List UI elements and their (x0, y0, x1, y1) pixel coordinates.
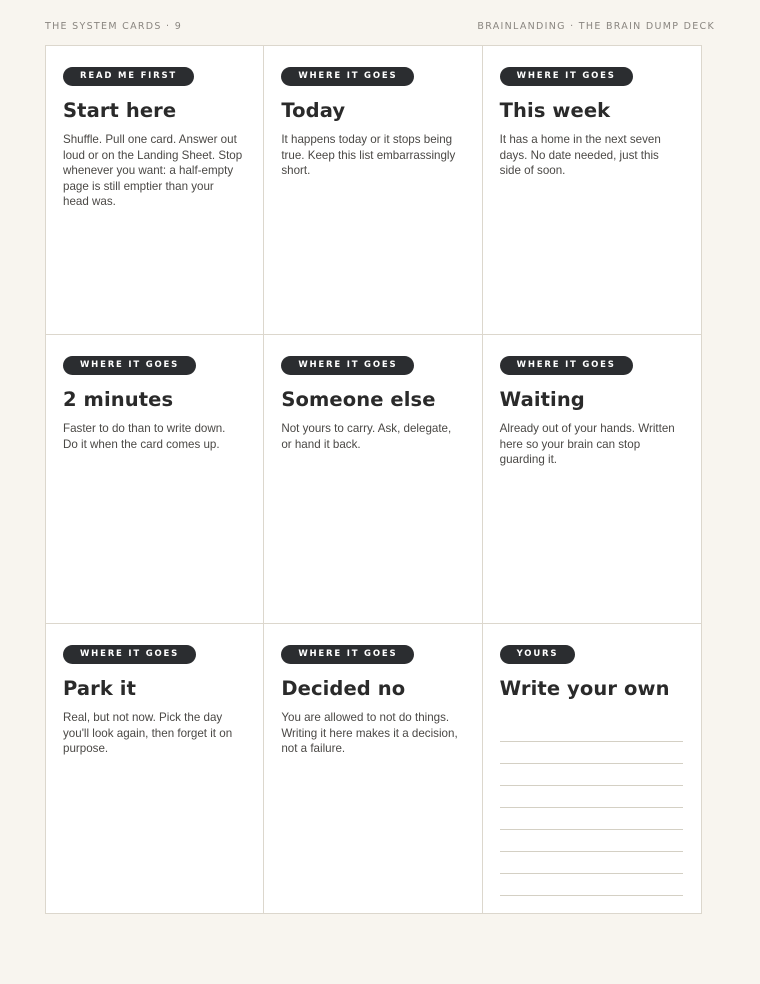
card-tag: WHERE IT GOES (500, 356, 633, 375)
card-tag: WHERE IT GOES (63, 645, 196, 664)
card-title: Decided no (281, 677, 406, 700)
card-title: Someone else (281, 388, 436, 411)
card-title: Today (281, 99, 346, 122)
card-tag: WHERE IT GOES (500, 67, 633, 86)
writing-line (500, 765, 683, 786)
writing-lines (500, 721, 683, 896)
card-tag: READ ME FIRST (63, 67, 194, 86)
card-title: Write your own (499, 677, 670, 700)
card-tag: WHERE IT GOES (63, 356, 196, 375)
card-title: Start here (63, 99, 177, 122)
writing-line (500, 809, 683, 830)
card-tag: WHERE IT GOES (281, 645, 414, 664)
deck-brand-label: BRAINLANDING · THE BRAIN DUMP DECK (477, 21, 715, 32)
writing-line (500, 853, 683, 874)
running-head (45, 21, 715, 35)
card-2-minutes (46, 335, 264, 624)
card-body: Already out of your hands. Written here so your brain can stop guarding it. (499, 422, 675, 466)
card-sheet (45, 45, 702, 914)
card-title: This week (499, 99, 611, 122)
card-someone-else (264, 335, 482, 624)
card-body: Real, but not now. Pick the day you'll look again, then forget it on purpose. (63, 711, 233, 755)
card-body: Not yours to carry. Ask, delegate, or hand it back. (281, 422, 452, 451)
card-this-week (483, 46, 701, 335)
card-tag: YOURS (500, 645, 576, 664)
card-write-your-own (483, 624, 701, 913)
writing-line (500, 743, 683, 764)
card-body: It happens today or it stops being true. Keep this list embarrassingly short. (281, 133, 456, 177)
writing-line (500, 721, 683, 742)
writing-line (500, 787, 683, 808)
card-park-it (46, 624, 264, 913)
card-waiting (483, 335, 701, 624)
card-today (264, 46, 482, 335)
card-body: You are allowed to not do things. Writing it here makes it a decision, not a failure. (281, 711, 458, 755)
card-decided-no (264, 624, 482, 913)
card-body: It has a home in the next seven days. No date needed, just this side of soon. (499, 133, 661, 177)
writing-line (500, 875, 683, 896)
card-tag: WHERE IT GOES (281, 67, 414, 86)
card-tag: WHERE IT GOES (281, 356, 414, 375)
card-title: Waiting (499, 388, 585, 411)
card-title: Park it (63, 677, 137, 700)
card-start-here (46, 46, 264, 335)
card-body: Shuffle. Pull one card. Answer out loud or on the Landing Sheet. Stop whenever you want: a half-empty page is still emptier than your head was. (63, 133, 243, 208)
card-title: 2 minutes (63, 388, 174, 411)
card-body: Faster to do than to write down. Do it when the card comes up. (63, 422, 226, 451)
writing-line (500, 831, 683, 852)
deck-section-label: THE SYSTEM CARDS · 9 (45, 21, 183, 32)
